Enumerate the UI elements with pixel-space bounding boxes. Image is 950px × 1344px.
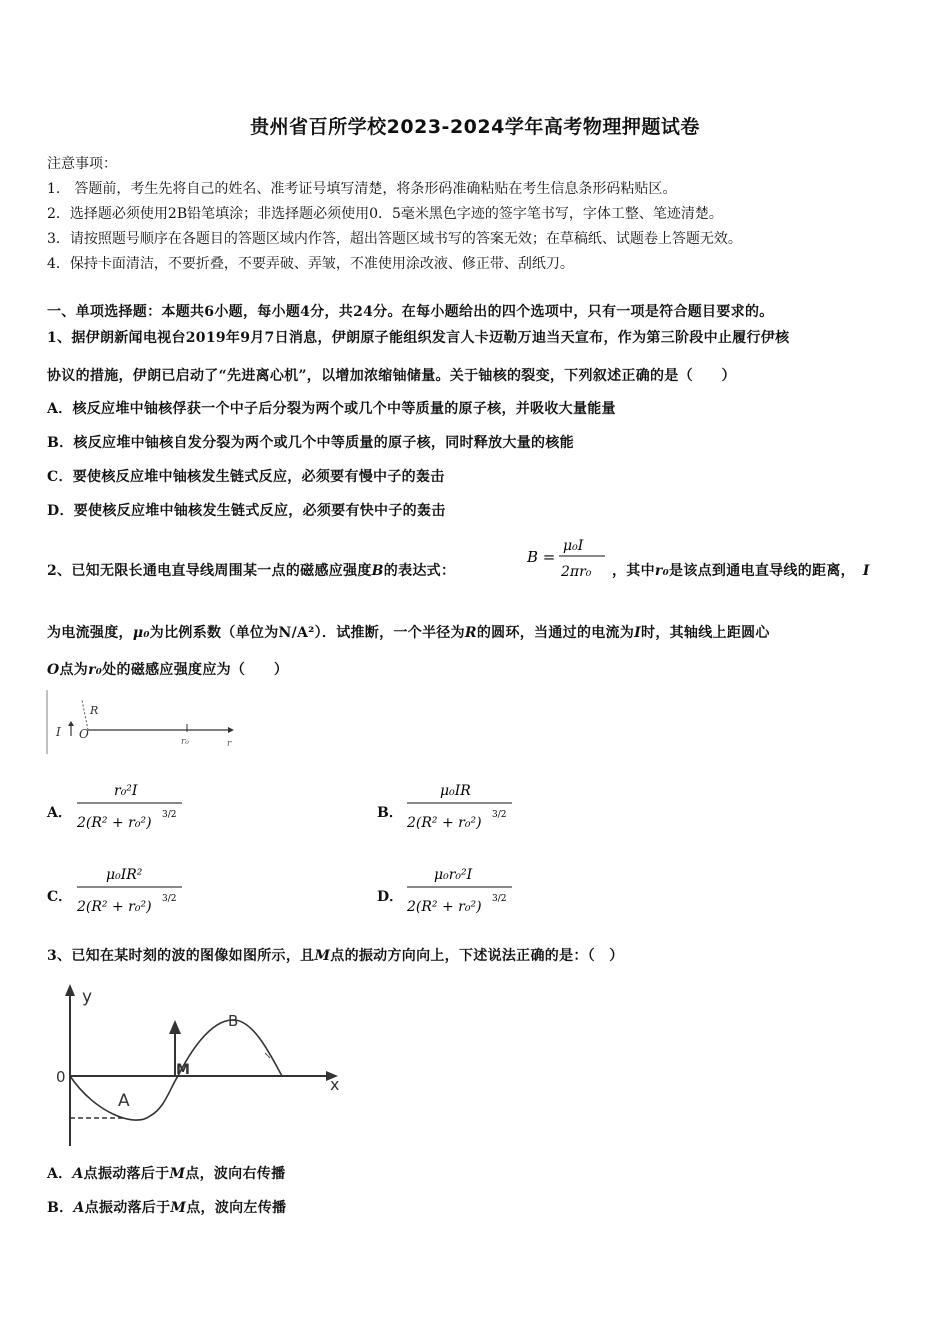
svg-text:2(R² + r₀²): 2(R² + r₀²) — [407, 899, 482, 915]
q2-option-a-formula — [74, 775, 189, 841]
svg-text:y: y — [82, 987, 93, 1007]
svg-text:r: r — [227, 739, 232, 749]
svg-text:R: R — [90, 704, 99, 717]
q2-formula — [525, 532, 610, 588]
notice-item: 2．选择题必须使用2B铅笔填涂；非选择题必须使用0．5毫米黑色字迹的签字笔书写，字体工整、笔迹清楚。 — [47, 206, 723, 222]
svg-text:3/2: 3/2 — [492, 894, 507, 904]
q2-option-b-formula — [404, 775, 519, 841]
svg-text:μ₀IR: μ₀IR — [440, 783, 471, 799]
q1-option-c: C．要使核反应堆中铀核发生链式反应，必须要有慢中子的轰击 — [47, 469, 445, 485]
q2-option-d-formula — [404, 859, 519, 925]
svg-text:M: M — [176, 1062, 190, 1078]
svg-text:r₀: r₀ — [181, 737, 189, 747]
q3-stem: 3、已知在某时刻的波的图像如图所示，且M点的振动方向向上，下述说法正确的是：（ ） — [47, 948, 624, 964]
q2-figure — [44, 688, 244, 762]
q1-stem-line1: 1、据伊朗新闻电视台2019年9月7日消息，伊朗原子能组织发言人卡迈勒万迪当天宣布，作为第三阶段中止履行伊核 — [47, 330, 790, 346]
svg-text:A: A — [118, 1091, 130, 1111]
q2-option-a-label: A． — [47, 805, 72, 821]
q3-wave-figure — [50, 978, 350, 1157]
svg-text:μ₀r₀²I: μ₀r₀²I — [434, 867, 473, 883]
svg-text:x: x — [330, 1075, 340, 1094]
q3-option-a: A．A点振动落后于M点，波向右传播 — [47, 1166, 286, 1182]
q1-option-d: D．要使核反应堆中铀核发生链式反应，必须要有快中子的轰击 — [47, 503, 446, 519]
page-title: 贵州省百所学校2023-2024学年高考物理押题试卷 — [250, 116, 700, 138]
svg-text:2(R² + r₀²): 2(R² + r₀²) — [77, 815, 152, 831]
notice-item: 3．请按照题号顺序在各题目的答题区域内作答，超出答题区域书写的答案无效；在草稿纸、试题卷上答题无效。 — [47, 231, 742, 247]
q1-option-b: B．核反应堆中铀核自发分裂为两个或几个中等质量的原子核，同时释放大量的核能 — [47, 435, 574, 451]
q2-option-b-label: B． — [377, 805, 403, 821]
notice-item: 1. 答题前，考生先将自己的姓名、准考证号填写清楚，将条形码准确粘贴在考生信息条形码粘贴区。 — [47, 181, 677, 197]
svg-text:3/2: 3/2 — [162, 894, 177, 904]
notice-item: 4．保持卡面清洁，不要折叠，不要弄破、弄皱，不准使用涂改液、修正带、刮纸刀。 — [47, 256, 574, 272]
q2-stem-line3: O点为r₀处的磁感应强度应为（ ） — [47, 662, 289, 678]
svg-text:2(R² + r₀²): 2(R² + r₀²) — [77, 899, 152, 915]
section-header: 一、单项选择题：本题共6小题，每小题4分，共24分。在每小题给出的四个选项中，只有一项是符合题目要求的。 — [47, 304, 774, 320]
q2-stem-line1: 2、已知无限长通电直导线周围某一点的磁感应强度B的表达式： — [47, 563, 456, 579]
svg-text:3/2: 3/2 — [162, 810, 177, 820]
svg-text:B: B — [228, 1012, 239, 1030]
svg-text:2(R² + r₀²): 2(R² + r₀²) — [407, 815, 482, 831]
q1-stem-line2: 协议的措施，伊朗已启动了“先进离心机”，以增加浓缩铀储量。关于铀核的裂变，下列叙述正确的是（ ） — [47, 368, 736, 384]
svg-text:I: I — [56, 725, 61, 739]
svg-text:0: 0 — [56, 1068, 66, 1086]
svg-text:μ₀I: μ₀I — [563, 538, 584, 554]
svg-text:μ₀IR²: μ₀IR² — [106, 867, 143, 883]
notice-heading: 注意事项： — [47, 156, 117, 172]
q2-option-c-label: C． — [47, 889, 73, 905]
svg-text:3/2: 3/2 — [492, 810, 507, 820]
svg-text:B =: B = — [527, 548, 556, 566]
q2-option-c-formula — [74, 859, 189, 925]
q3-option-b: B．A点振动落后于M点，波向左传播 — [47, 1200, 287, 1216]
svg-text:2πr₀: 2πr₀ — [561, 564, 592, 580]
svg-text:O: O — [79, 727, 89, 741]
q2-stem-line2: 为电流强度，μ₀为比例系数（单位为N/A²）．试推断，一个半径为R的圆环，当通过的电流为I时，其轴线上距圆心 — [47, 625, 770, 641]
q1-option-a: A．核反应堆中铀核俘获一个中子后分裂为两个或几个中等质量的原子核，并吸收大量能量 — [47, 401, 616, 417]
q2-stem-line1-end: ，其中r₀是该点到通电直导线的距离， I — [612, 563, 870, 579]
svg-text:r₀²I: r₀²I — [114, 783, 138, 799]
q2-option-d-label: D． — [377, 889, 404, 905]
